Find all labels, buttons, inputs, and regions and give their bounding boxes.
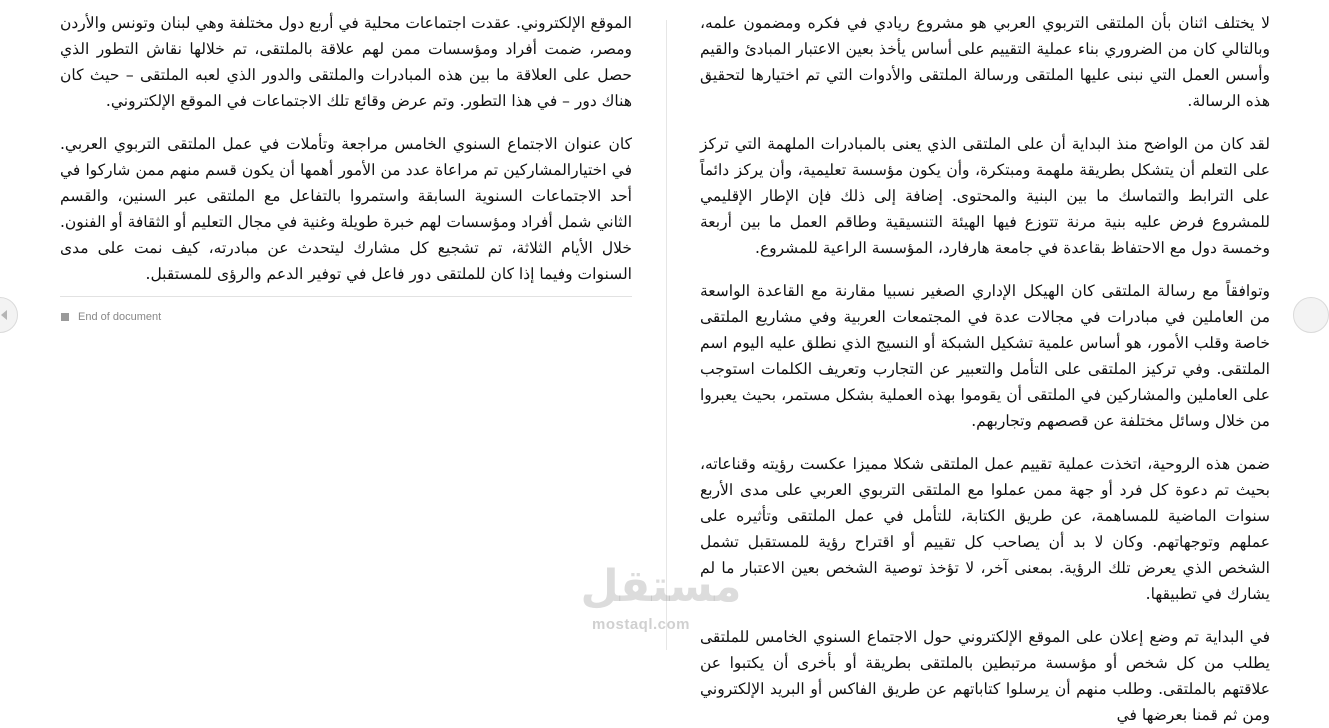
right-page <box>700 0 1270 724</box>
right-paragraph: لا يختلف اثنان بأن الملتقى التربوي العربي هو مشروع ريادي في فكره ومضمون علمه، وبالتالي كان من الضروري بناء عملية التقييم على أساس يأخذ بعين الاعتبار المبادئ والقيم وأسس العمل التي نبنى عليها الملتقى ورسالة الملتقى والأدوات التي تم اختيارها لتحقيق هذه الرسالة. <box>700 14 1270 110</box>
previous-page-button[interactable] <box>0 297 18 333</box>
watermark-arabic-text: مستقل <box>580 561 742 612</box>
watermark-latin-text: mostaql.com <box>591 616 691 633</box>
right-paragraph: وتوافقاً مع رسالة الملتقى كان الهيكل الإداري الصغير نسبيا مقارنة مع القاعدة الواسعة من العاملين في مبادرات في مجالات عدة في المجتمعات العربية وفي مشاريع الملتقى خاصة وقلب الأمور، هو أساس علمية تشكيل الشبكة أو النسيج الذي نطلق عليه اليوم اسم الملتقى. وفي تركيز الملتقى على التأمل والتعبير عن التجارب وتعريف الكلمات استوجب على العاملين والمشاركين في الملتقى أن يقوموا بهذه العملية بشكل مستمر، بحيث يعبروا من خلال وسائل مختلفة عن قصصهم وتجاربهم. <box>700 282 1270 430</box>
right-paragraph: ضمن هذه الروحية، اتخذت عملية تقييم عمل الملتقى شكلا مميزا عكست رؤيته وقناعاته، بحيث تم دعوة كل فرد أو جهة ممن عملوا مع الملتقى التربوي العربي على مدى الأربع سنوات الماضية للمساهمة، عن طريق الكتابة، للتأمل في عمل الملتقى وتأثيره على عملهم وتوجهاتهم. وكان لا بد أن يصاحب كل تقييم أو اقتراح رؤية للمستقبل تشمل الشخص الذي يعرض تلك الرؤية. بمعنى آخر، لا تؤخذ توصية الشخص بعين الاعتبار ما لم يشارك في تطبيقها. <box>700 455 1270 603</box>
right-paragraph: لقد كان من الواضح منذ البداية أن على الملتقى الذي يعنى بالمبادرات الملهمة التي تركز على التعلم أن يتشكل بطريقة ملهمة ومبتكرة، وأن يكون مؤسسة تعليمية، وأن يركز دائماً على الترابط والتماسك ما بين البنية والمحتوى. إضافة إلى ذلك فإن الإطار الإقليمي للمشروع فرض عليه بنية مرنة تتوزع فيها الهيئة التنسيقية وطاقم العمل ما بين أربعة وخمسة دول مع الاحتفاظ بقاعدة في جامعة هارفارد، المؤسسة الراعية للمشروع. <box>700 135 1270 257</box>
end-of-document-label: End of document <box>78 311 162 323</box>
right-paragraph: في البداية تم وضع إعلان على الموقع الإلكتروني حول الاجتماع السنوي الخامس للملتقى يطلب من كل شخص أو مؤسسة مرتبطين بالملتقى بطريقة أو بأخرى أن يكتبوا عن علاقتهم بالملتقى. وطلب منهم أن يرسلوا كتاباتهم عن طريق الفاكس أو البريد الإلكتروني ومن ثم قمنا بعرضها في <box>700 628 1270 724</box>
chevron-left-icon <box>0 309 9 321</box>
left-paragraph: كان عنوان الاجتماع السنوي الخامس مراجعة وتأملات في عمل الملتقى التربوي العربي. في اختيارالمشاركين تم مراعاة عدد من الأمور أهمها أن يكون قسم منهم ممن شاركوا في أحد الاجتماعات السنوية السابقة واستمروا بالتفاعل مع الملتقى عبر السنين، والقسم الثاني شمل أفراد ومؤسسات لهم خبرة طويلة وغنية في مجال التعليم أو الثقافة أو الفنون. خلال الأيام الثلاثة، تم تشجيع كل مشارك ليتحدث عن مبادرته، كيف نمت على مدى السنوات وفيما إذا كان للملتقى دور فاعل في توفير الدعم والرؤى للمستقبل. <box>60 135 632 283</box>
left-page <box>60 0 632 650</box>
square-icon <box>61 313 69 321</box>
end-of-document-rule <box>60 296 632 297</box>
next-page-button[interactable] <box>1293 297 1329 333</box>
page-spine-divider <box>666 20 667 650</box>
end-of-document-marker <box>61 311 161 323</box>
left-paragraph: الموقع الإلكتروني. عقدت اجتماعات محلية في أربع دول مختلفة وهي لبنان وتونس والأردن ومصر، ضمت أفراد ومؤسسات ممن لهم علاقة بالملتقى، تم خلالها نقاش التطور الذي حصل على العلاقة ما بين هذه المبادرات والملتقى والدور الذي لعبه الملتقى – حيث كان هناك دور – في هذا التطور. وتم عرض وقائع تلك الاجتماعات في الموقع الإلكتروني. <box>60 14 632 110</box>
